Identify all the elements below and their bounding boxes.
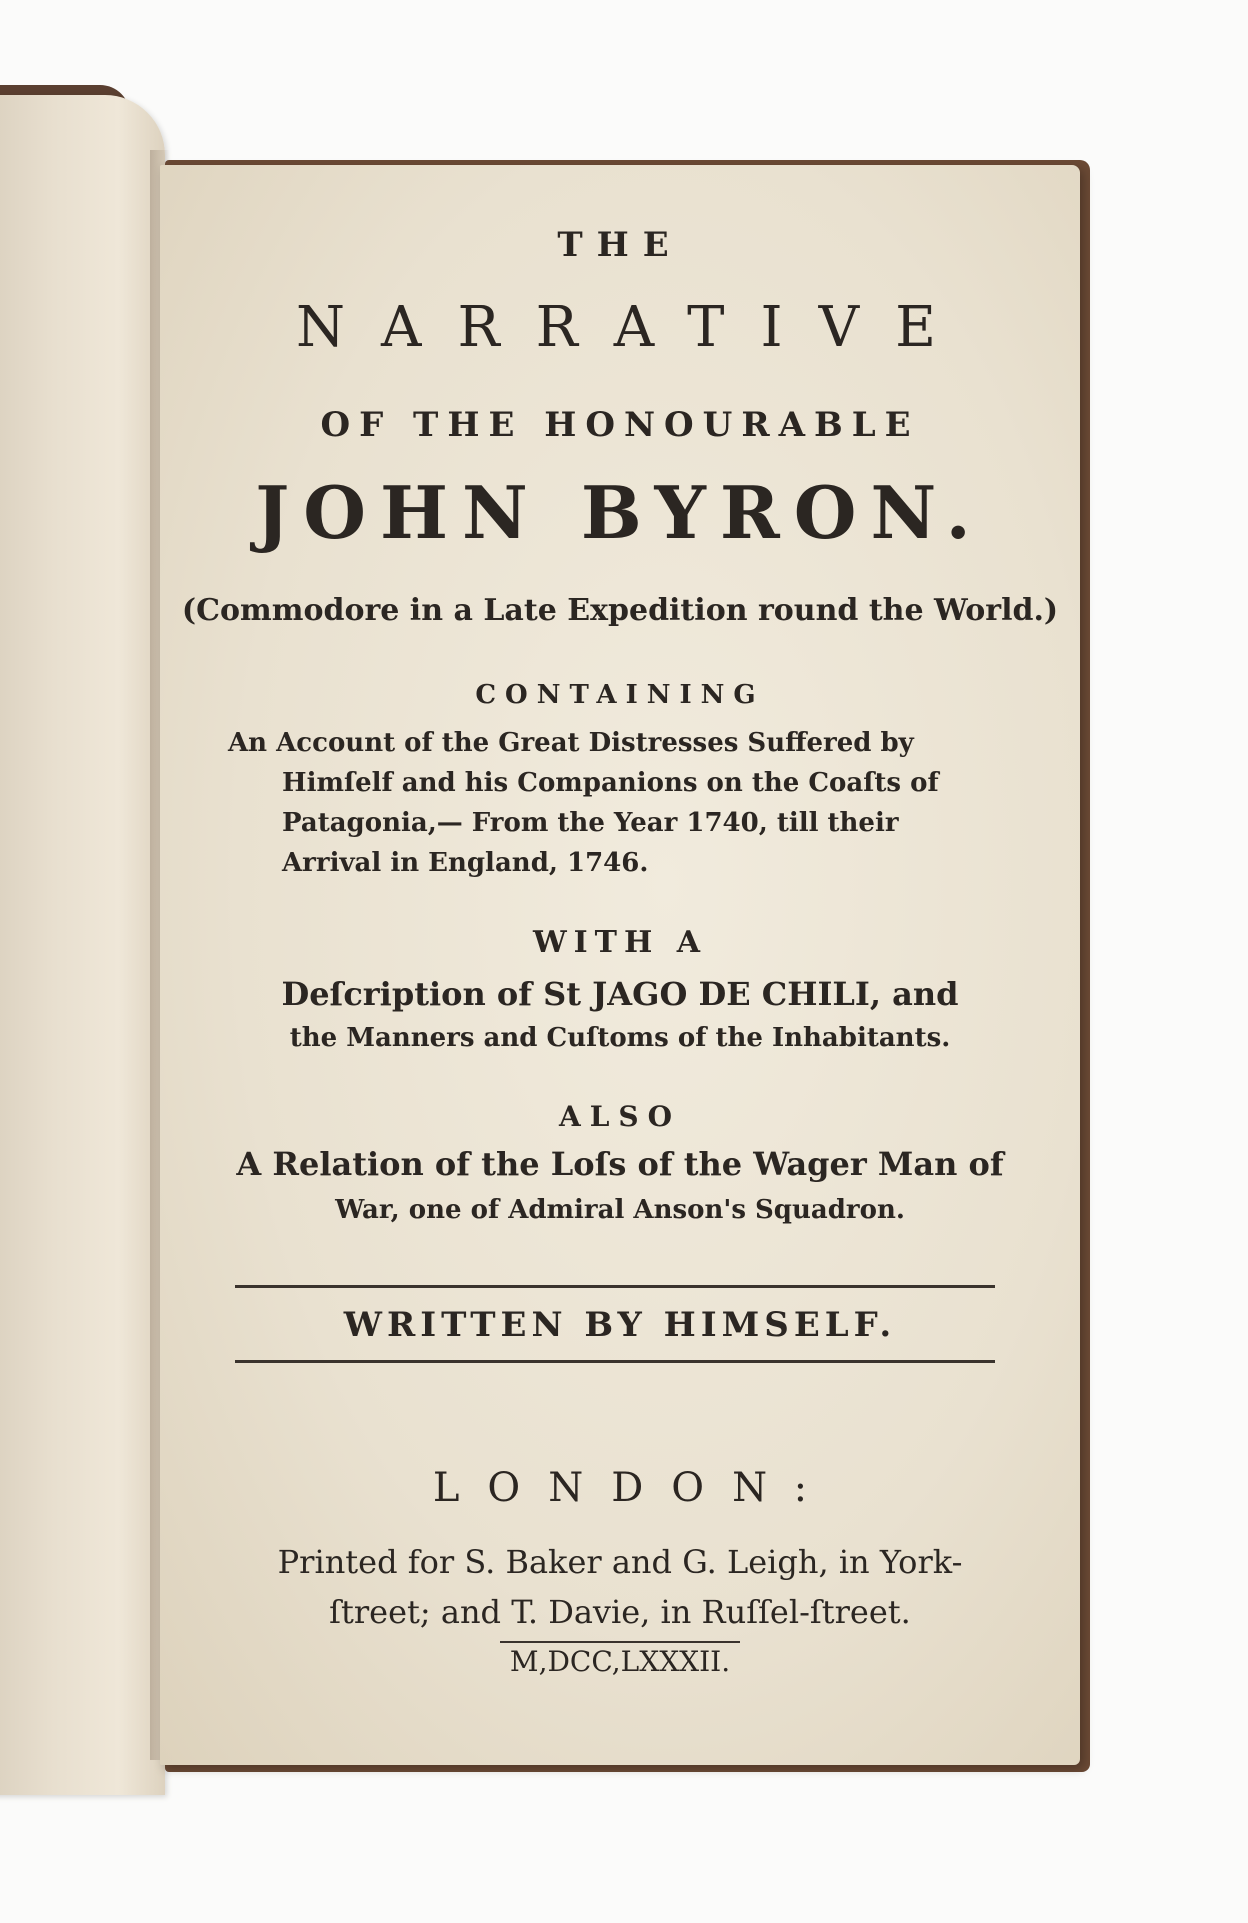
- title-of-the-honourable: OF THE HONOURABLE: [320, 405, 920, 445]
- imprint-london: LONDON:: [432, 1465, 836, 1511]
- heading-with-a: WITH A: [532, 925, 708, 960]
- account-paragraph: [228, 723, 1018, 883]
- relation-wager: A Relation of the Loſs of the Wager Man of: [236, 1145, 1004, 1183]
- title-narrative: NARRATIVE: [296, 295, 972, 360]
- left-page: [0, 95, 165, 1795]
- relation-war: War, one of Admiral Anson's Squadron.: [335, 1195, 905, 1225]
- subtitle-commodore: (Commodore in a Late Expedition round the World.): [181, 593, 1059, 628]
- rule-top: [235, 1285, 995, 1288]
- imprint-date: [160, 1645, 1080, 1678]
- title-page: [160, 165, 1080, 1765]
- imprint-date-text: M,DCC,LXXXII.: [500, 1641, 740, 1678]
- imprint-printed-line-2: ſtreet; and T. Davie, in Ruſſel-ſtreet.: [329, 1593, 911, 1631]
- written-by-himself: WRITTEN BY HIMSELF.: [343, 1305, 897, 1345]
- account-line-1: An Account of the Great Distresses Suffered by: [228, 728, 914, 758]
- heading-also: ALSO: [558, 1100, 682, 1133]
- description-manners: the Manners and Cuſtoms of the Inhabitants.: [289, 1023, 951, 1053]
- heading-containing: CONTAINING: [475, 680, 765, 710]
- description-chili: Deſcription of St JAGO DE CHILI, and: [281, 975, 959, 1013]
- account-line-2: Himſelf and his Companions on the Coaſts of: [282, 768, 939, 798]
- account-line-4: Arrival in England, 1746.: [282, 848, 649, 878]
- imprint-printed-line-1: Printed for S. Baker and G. Leigh, in York-: [277, 1543, 963, 1581]
- rule-bottom: [235, 1360, 995, 1363]
- title-author-name: JOHN BYRON.: [255, 470, 985, 555]
- title-the: THE: [557, 225, 683, 265]
- account-line-3: Patagonia,— From the Year 1740, till their: [282, 808, 899, 838]
